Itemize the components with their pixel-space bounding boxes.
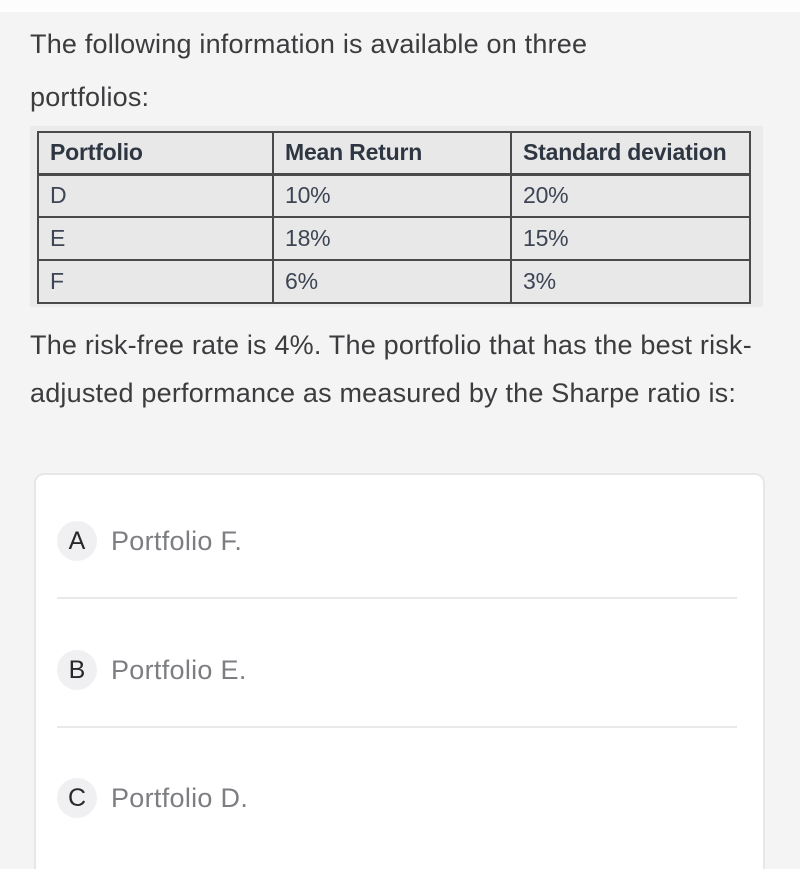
answer-option-a[interactable]: [57, 515, 747, 567]
option-letter-badge: A: [57, 521, 97, 561]
option-label: Portfolio E.: [111, 654, 247, 685]
cell-portfolio: D: [38, 174, 273, 217]
answer-option-c[interactable]: [57, 772, 747, 824]
option-divider: [57, 726, 737, 728]
portfolio-table: [37, 131, 751, 304]
column-header-standard-deviation: Standard deviation: [511, 132, 750, 174]
cell-portfolio: E: [38, 217, 273, 260]
table-row: [38, 260, 750, 303]
option-letter-badge: B: [57, 650, 97, 690]
cell-std-dev: 15%: [511, 217, 750, 260]
column-header-portfolio: Portfolio: [38, 132, 273, 174]
option-label: Portfolio F.: [111, 525, 243, 556]
table-row: [38, 217, 750, 260]
table-row: [38, 174, 750, 217]
table-header-row: [38, 132, 750, 174]
cell-mean-return: 10%: [273, 174, 511, 217]
option-divider: [57, 597, 737, 599]
question-intro-line-2: portfolios:: [30, 82, 150, 112]
question-intro-line-1: The following information is available on three: [30, 29, 588, 59]
column-header-mean-return: Mean Return: [273, 132, 511, 174]
cell-mean-return: 6%: [273, 260, 511, 303]
cell-mean-return: 18%: [273, 217, 511, 260]
question-body-line-1: The risk-free rate is 4%. The portfolio that has the best risk-: [30, 330, 752, 360]
option-label: Portfolio D.: [111, 782, 249, 813]
answer-option-b[interactable]: [57, 644, 747, 696]
portfolio-table-image: [30, 126, 763, 307]
top-strip: [0, 0, 800, 12]
cell-std-dev: 20%: [511, 174, 750, 217]
option-letter-badge: C: [57, 778, 97, 818]
answer-options-card: [34, 473, 765, 869]
cell-portfolio: F: [38, 260, 273, 303]
question-body-line-2: adjusted performance as measured by the Sharpe ratio is:: [30, 378, 737, 408]
cell-std-dev: 3%: [511, 260, 750, 303]
